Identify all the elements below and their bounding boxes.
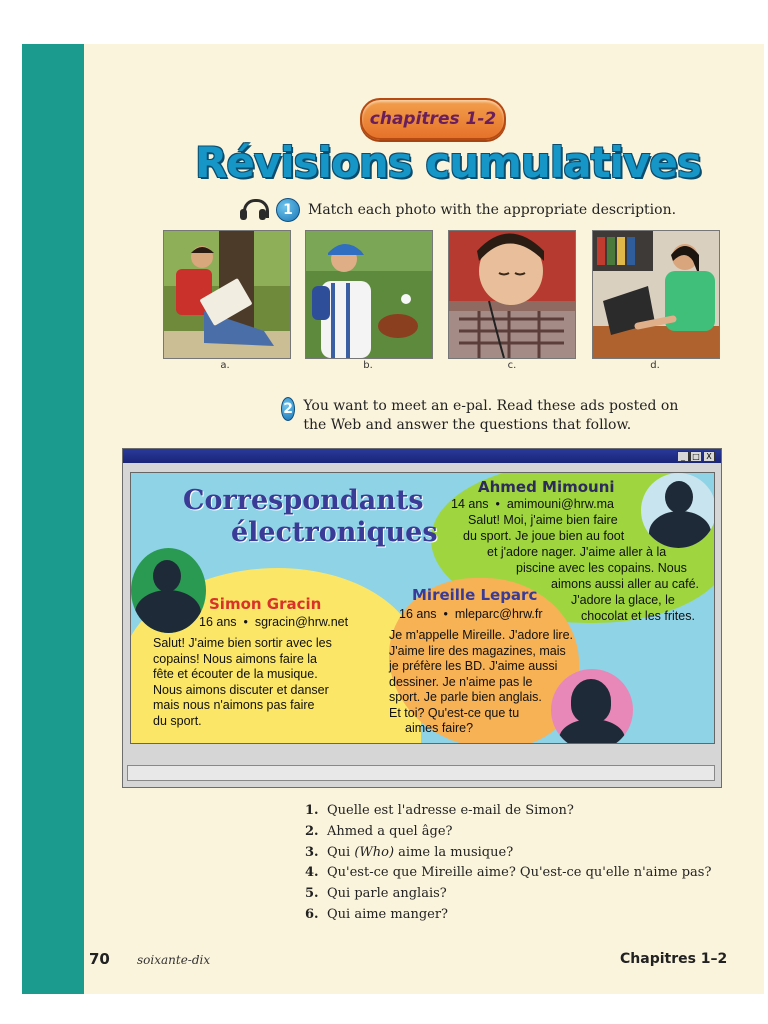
activity-1-header <box>240 197 676 223</box>
ahmed-avatar <box>641 473 715 548</box>
activity-1-instruction: Match each photo with the appropriate description. <box>308 202 677 218</box>
question-item: 5. Qui parle anglais? <box>305 886 447 902</box>
minimize-icon[interactable]: _ <box>677 451 689 462</box>
photo-b-label: b. <box>363 360 373 371</box>
photo-c <box>448 230 576 359</box>
page-title: Révisions cumulatives <box>195 138 701 187</box>
simon-ad-text: Salut! J'aime bien sortir avec les copains! Nous aimons faire la fête et écouter de la musique. Nous aimons discuter et danser mais nous n'aimons pas faire du sport. <box>153 636 332 728</box>
activity-2-instruction: You want to meet an e-pal. Read these ads posted on the Web and answer the questions that follow. <box>303 398 679 433</box>
photo-a <box>163 230 291 359</box>
simon-email: sgracin@hrw.net <box>254 615 349 629</box>
photo-b <box>305 230 433 359</box>
close-icon[interactable]: X <box>703 451 715 462</box>
question-item: 2. Ahmed a quel âge? <box>305 823 453 839</box>
activity-2-header <box>281 397 701 435</box>
mireille-email: mleparc@hrw.fr <box>454 607 543 621</box>
question-item: 3. Qui (Who) aime la musique? <box>305 844 514 860</box>
page-number: 70 <box>89 950 110 968</box>
ahmed-contact: 14 ans • amimouni@hrw.ma <box>451 497 614 511</box>
simon-contact: 16 ans • sgracin@hrw.net <box>199 615 349 629</box>
page-number-word: soixante-dix <box>137 953 211 967</box>
simon-name: Simon Gracin <box>209 595 322 613</box>
web-page-title: Correspondants électroniques <box>183 485 438 548</box>
browser-status-bar <box>127 765 715 781</box>
activity-number-badge: 2 <box>281 397 295 421</box>
photo-a-label: a. <box>220 360 230 371</box>
window-title-bar <box>123 449 721 463</box>
headphones-icon <box>240 198 268 222</box>
maximize-icon[interactable]: □ <box>690 451 702 462</box>
photo-d <box>592 230 720 359</box>
chapter-side-bar <box>22 44 84 994</box>
mireille-ad-text: Je m'appelle Mireille. J'adore lire. J'aime lire des magazines, mais je préfère les BD. J'aime aussi dessiner. Je n'aime pas le sport. Je parle bien anglais. Et toi? Qu'est-ce que tu aimes faire? <box>389 628 574 735</box>
mireille-name: Mireille Leparc <box>412 586 538 604</box>
chapter-footer: Chapitres 1–2 <box>620 951 728 967</box>
web-content: Correspondants électroniques Ahmed Mimouni 14 ans • amimouni@hrw.ma Salut! Moi, j'aime bien faire du sport. Je joue bien au foot et j'adore nager. J'aime aller à la piscine avec les copains. Nous aimons aussi aller au café. J'adore la glace, le chocolat et les frites. Simon Gracin 16 ans • sgracin@hrw.net Salut! J'aime bien sortir avec les copains! Nous aimons faire la fête et écouter de la musique. Nous aimons discuter et danser mais nous n'aimons pas faire du sport. Mireille Leparc 16 ans • mleparc@hrw.fr Je m'appelle Mireille. J'adore lire. J'aime lire des magazines, mais je préfère les BD. J'aime aussi dessiner. Je n'aime pas le sport. Je parle bien anglais. Et toi? Qu'est-ce que tu aimes faire? <box>130 472 715 744</box>
mireille-contact: 16 ans • mleparc@hrw.fr <box>399 607 543 621</box>
ahmed-email: amimouni@hrw.ma <box>506 497 614 511</box>
chapter-tab: chapitres 1-2 <box>360 98 506 140</box>
question-item: 1. Quelle est l'adresse e-mail de Simon? <box>305 803 574 818</box>
question-item: 4. Qu'est-ce que Mireille aime? Qu'est-ce qu'elle n'aime pas? <box>305 865 712 881</box>
browser-window <box>122 448 722 788</box>
question-list <box>305 803 711 928</box>
photo-c-label: c. <box>507 360 517 371</box>
photo-d-label: d. <box>650 360 660 371</box>
question-item: 6. Qui aime manger? <box>305 906 449 922</box>
ahmed-name: Ahmed Mimouni <box>478 478 615 496</box>
simon-avatar <box>131 548 206 633</box>
activity-number-badge: 1 <box>276 198 300 222</box>
